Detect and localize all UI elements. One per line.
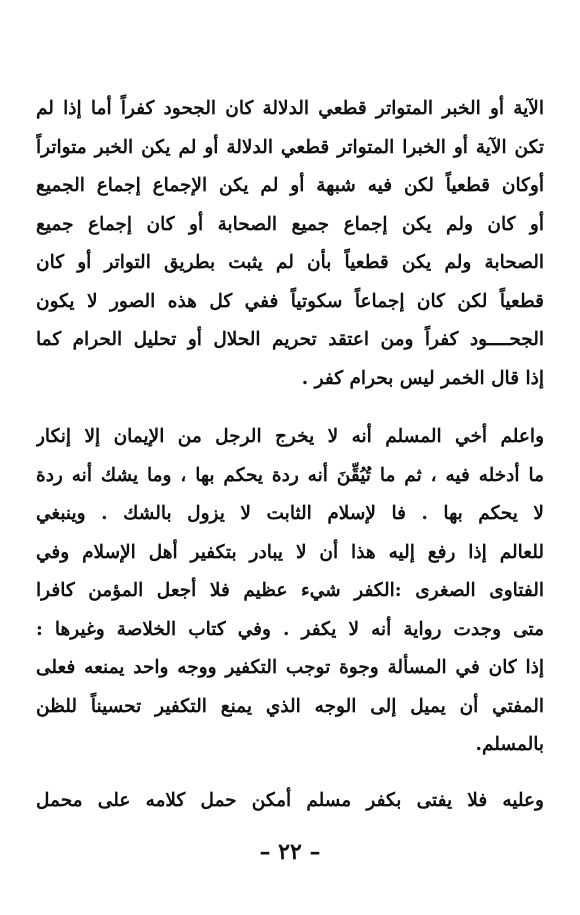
page-number: – ٢٢ – bbox=[259, 839, 321, 865]
text-line: وعليه فلا يفتى بكفر مسلم أمكن حمل كلامه على محمل bbox=[36, 790, 544, 811]
text-line: بالمسلم. bbox=[475, 734, 544, 755]
text-line: ما أدخله فيه ، ثم ما تُيُقِّنَ أنه ردة يحكم بها ، وما يشك أنه ردة bbox=[36, 464, 544, 486]
text-line: أوكان قطعياً لكن فيه شبهة أو لم يكن الإجماع إجماع الجميع bbox=[36, 175, 544, 196]
text-line: أو كان ولم يكن إجماع جميع الصحابة أو كان إجماع جميع bbox=[36, 213, 544, 235]
text-line: لا يحكم بها . فا لإسلام الثابت لا يزول بالشك . وينبغي bbox=[36, 503, 544, 524]
paragraph-1 bbox=[36, 90, 544, 398]
text-line: الجحــــود كفراً ومن اعتقد تحريم الحلال أو تحليل الحرام كما bbox=[36, 329, 544, 350]
text-line: قطعياً لكن كان إجماعاً سكوتياً ففي كل هذه الصور لا يكون bbox=[36, 290, 544, 312]
text-line: إذا قال الخمر ليس بحرام كفر . bbox=[301, 367, 544, 389]
text-line: للعالم إذا رفع إليه هذا أن لا يبادر بتكفير أهل الإسلام وفي bbox=[36, 541, 544, 563]
text-line: تكن الآية أو الخبرا المتواتر قطعي الدلالة أو لم يكن الخبر متواتراً bbox=[36, 136, 544, 158]
text-line: الآية أو الخبر المتواتر قطعي الدلالة كان الجحود كفراً أما إذا لم bbox=[36, 98, 544, 119]
text-line: إذا كان في المسألة وجوة توجب التكفير ووجه واحد يمنعه فعلى bbox=[36, 657, 544, 678]
text-line: متى وجدت رواية أنه لا يكفر . وفي كتاب الخلاصة وغيرها : bbox=[36, 618, 544, 640]
paragraph-3 bbox=[36, 782, 544, 821]
text-line: الفتاوى الصغرى :الكفر شيء عظيم فلا أجعل المؤمن كافرا bbox=[36, 580, 544, 601]
paragraph-2 bbox=[36, 418, 544, 765]
text-line: واعلم أخي المسلم أنه لا يخرج الرجل من الإيمان إلا إنكار bbox=[36, 426, 544, 447]
text-line: الصحابة ولم يكن قطعياً بأن لم يثبت بطريق التواتر أو كان bbox=[36, 252, 544, 273]
text-line: المفتي أن يميل إلى الوجه الذي يمنع التكفير تحسيناً للظن bbox=[36, 695, 544, 717]
